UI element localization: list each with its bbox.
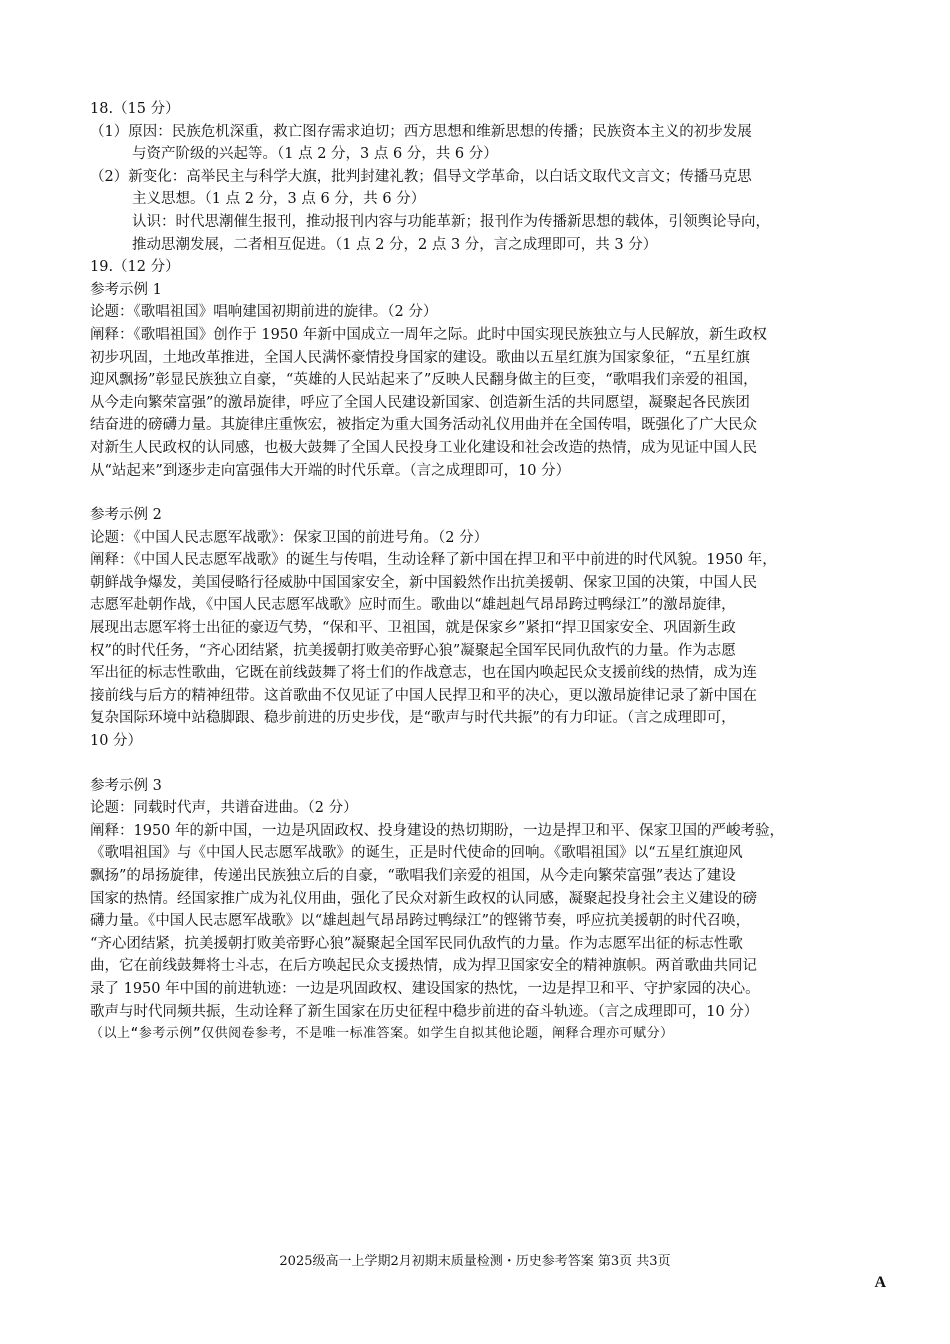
q18-part1-line2: 与资产阶级的兴起等。（1 点 2 分，3 点 6 分，共 6 分） bbox=[132, 146, 498, 163]
example3-line: “齐心团结紧，抗美援朝打败美帝野心狼”凝聚起全国军民同仇敌忾的力量。作为志愿军出征的标志性歌 bbox=[90, 935, 743, 952]
example2-title: 参考示例 2 bbox=[90, 507, 162, 524]
example3-line: 飘扬”的昂扬旋律，传递出民族独立后的自豪，“歌唱我们亲爱的祖国，从今走向繁荣富强”表达了建设 bbox=[90, 868, 736, 884]
version-mark: A bbox=[874, 1274, 886, 1291]
example3-line: 《歌唱祖国》与《中国人民志愿军战歌》的诞生，正是时代使命的回响。《歌唱祖国》以“五星红旗迎风 bbox=[90, 845, 743, 862]
q18-part2-line3: 认识：时代思潮催生报刊，推动报刊内容与功能革新；报刊作为传播新思想的载体，引领舆论导向， bbox=[132, 213, 770, 230]
example3-line: 礴力量。《中国人民志愿军战歌》以“雄赳赳气昂昂跨过鸭绿江”的铿锵节奏，呼应抗美援朝的时代召唤， bbox=[90, 913, 751, 930]
q18-part2-line4: 推动思潮发展，二者相互促进。（1 点 2 分，2 点 3 分，言之成理即可，共 3 分） bbox=[132, 236, 658, 253]
example2-line: 接前线与后方的精神纽带。这首歌曲不仅见证了中国人民捍卫和平的决心，更以激昂旋律记录了新中国在 bbox=[90, 687, 757, 704]
example3-line: 歌声与时代同频共振，生动诠释了新生国家在历史征程中稳步前进的奋斗轨迹。（言之成理即可，10 分） bbox=[90, 1003, 759, 1020]
example1-line: 对新生人民政权的认同感，也极大鼓舞了全国人民投身工业化建设和社会改造的热情，成为见证中国人民 bbox=[90, 439, 757, 456]
example1-line: 从今走向繁荣富强”的激昂旋律，呼应了全国人民建设新国家、创造新生活的共同愿望，凝聚起各民族团 bbox=[90, 394, 750, 411]
example2-line: 10 分） bbox=[90, 733, 143, 750]
example1-line: 初步巩固，土地改革推进，全国人民满怀豪情投身国家的建设。歌曲以五星红旗为国家象征，“五星红旗 bbox=[90, 349, 750, 366]
example2-line: 军出征的标志性歌曲，它既在前线鼓舞了将士们的作战意志，也在国内唤起民众支援前线的热情，成为连 bbox=[90, 665, 757, 682]
example1-title: 参考示例 1 bbox=[90, 281, 162, 298]
q18-part2-line1: （2）新变化：高举民主与科学大旗，批判封建礼教；倡导文学革命，以白话文取代文言文；传播马克思 bbox=[90, 168, 752, 185]
example3-title: 参考示例 3 bbox=[90, 777, 162, 794]
example3-line: 阐释：1950 年的新中国，一边是巩固政权、投身建设的热切期盼，一边是捍卫和平、保家卫国的严峻考验， bbox=[90, 822, 785, 839]
example2-line: 复杂国际环境中站稳脚跟、稳步前进的历史步伐，是“歌声与时代共振”的有力印证。（言之成理即可， bbox=[90, 710, 736, 727]
q18-header: 18.（15 分） bbox=[90, 101, 180, 117]
example1-line: 结奋进的磅礴力量。其旋律庄重恢宏，被指定为重大国务活动礼仪用曲并在全国传唱，既强化了广大民众 bbox=[90, 417, 757, 434]
section-spacer bbox=[90, 482, 862, 504]
example2-line: 展现出志愿军将士出征的豪迈气势，“保和平、卫祖国，就是保家乡”紧扣“捍卫国家安全、巩固新生政 bbox=[90, 620, 736, 637]
grading-note: （以上“参考示例”仅供阅卷参考，不是唯一标准答案。如学生自拟其他论题，阐释合理亦可赋分） bbox=[90, 1026, 674, 1042]
example2-line: 朝鲜战争爆发，美国侵略行径威胁中国国家安全，新中国毅然作出抗美援朝、保家卫国的决策，中国人民 bbox=[90, 574, 757, 591]
example3-line: 国家的热情。经国家推广成为礼仪用曲，强化了民众对新生政权的认同感，凝聚起投身社会主义建设的磅 bbox=[90, 890, 757, 907]
example2-line: 权”的时代任务，“齐心团结紧，抗美援朝打败美帝野心狼”凝聚起全国军民同仇敌忾的力量。作为志愿 bbox=[90, 642, 736, 659]
example2-thesis: 论题：《中国人民志愿军战歌》：保家卫国的前进号角。（2 分） bbox=[90, 529, 489, 546]
q18-part2-line2: 主义思想。（1 点 2 分，3 点 6 分，共 6 分） bbox=[132, 191, 426, 208]
page-footer: 2025级高一上学期2月初期末质量检测・历史参考答案 第3页 共3页 bbox=[279, 1254, 671, 1269]
example3-thesis: 论题：同载时代声，共谱奋进曲。（2 分） bbox=[90, 800, 358, 817]
answer-page bbox=[90, 98, 862, 1046]
example1-line: 阐释：《歌唱祖国》创作于 1950 年新中国成立一周年之际。此时中国实现民族独立与人民解放，新生政权 bbox=[90, 326, 767, 343]
example1-line: 迎风飘扬”彰显民族独立自豪，“英雄的人民站起来了”反映人民翻身做主的巨变，“歌唱我们亲爱的祖国， bbox=[90, 372, 758, 389]
q19-header: 19.（12 分） bbox=[90, 259, 180, 276]
example2-line: 阐释：《中国人民志愿军战歌》的诞生与传唱，生动诠释了新中国在捍卫和平中前进的时代风貌。1950 年， bbox=[90, 552, 777, 569]
section-spacer bbox=[90, 753, 862, 775]
example1-line: 从“站起来”到逐步走向富强伟大开端的时代乐章。（言之成理即可，10 分） bbox=[90, 462, 571, 479]
example3-line: 曲，它在前线鼓舞将士斗志，在后方唤起民众支援热情，成为捍卫国家安全的精神旗帜。两首歌曲共同记 bbox=[90, 958, 757, 975]
example1-thesis: 论题：《歌唱祖国》唱响建国初期前进的旋律。（2 分） bbox=[90, 304, 438, 321]
example2-line: 志愿军赴朝作战，《中国人民志愿军战歌》应时而生。歌曲以“雄赳赳气昂昂跨过鸭绿江”的激昂旋律， bbox=[90, 597, 736, 614]
example3-line: 录了 1950 年中国的前进轨迹：一边是巩固政权、建设国家的热忱，一边是捍卫和平、守护家园的决心。 bbox=[90, 980, 760, 997]
q18-part1-line1: （1）原因：民族危机深重，救亡图存需求迫切；西方思想和维新思想的传播；民族资本主义的初步发展 bbox=[90, 123, 752, 140]
